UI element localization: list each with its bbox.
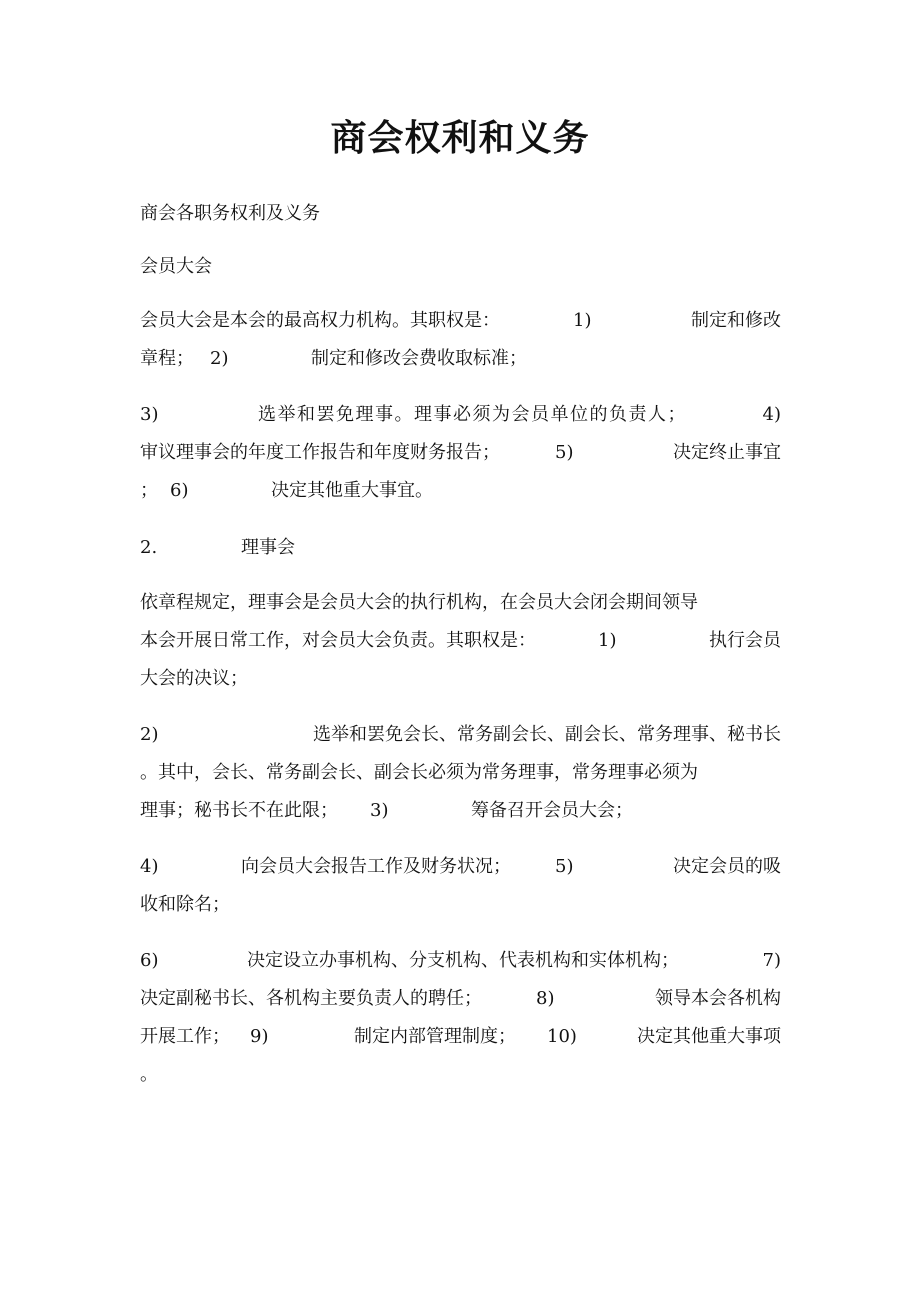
text-segment: 5)	[555, 856, 574, 877]
section-heading-text: 会员大会	[140, 256, 212, 277]
text-segment: 决定其他重大事项	[637, 1026, 781, 1047]
text-segment: 4)	[140, 856, 159, 877]
text-segment: 6)	[170, 480, 189, 501]
text-line	[140, 529, 781, 567]
text-line: 大会的决议；	[140, 668, 248, 689]
paragraph-council-powers	[140, 716, 781, 830]
text-segment: 5)	[555, 442, 574, 463]
text-segment: 3)	[370, 800, 389, 821]
subtitle-text: 商会各职务权利及义务	[140, 203, 320, 224]
text-segment: 6)	[140, 950, 159, 971]
text-segment: 理事；秘书长不在此限；	[140, 800, 338, 821]
text-segment: 9)	[250, 1026, 269, 1047]
text-segment: 选举和罢免会长、常务副会长、副会长、常务理事、秘书长	[313, 724, 781, 745]
text-segment: 筹备召开会员大会；	[471, 800, 633, 821]
text-line	[140, 980, 781, 1018]
paragraph-council-powers-final	[140, 942, 781, 1094]
text-line	[140, 472, 781, 510]
text-line	[140, 1018, 781, 1056]
text-line	[140, 792, 781, 830]
text-segment: 8)	[536, 988, 555, 1009]
text-segment: 制定和修改会费收取标准；	[311, 348, 527, 369]
text-segment: 领导本会各机构	[655, 988, 781, 1009]
text-line	[140, 434, 781, 472]
text-segment: 制定内部管理制度；	[354, 1026, 516, 1047]
text-line	[140, 942, 781, 980]
text-line: 收和除名；	[140, 894, 230, 915]
text-segment: 决定副秘书长、各机构主要负责人的聘任；	[140, 988, 482, 1009]
text-segment: 向会员大会报告工作及财务状况；	[241, 856, 511, 877]
text-segment: 执行会员	[709, 630, 781, 651]
text-segment: 3)	[140, 404, 159, 425]
text-segment: 2)	[140, 724, 159, 745]
text-segment: 4)	[762, 404, 781, 425]
text-segment: 1)	[573, 310, 592, 331]
text-segment: 决定终止事宜	[673, 442, 781, 463]
text-line	[140, 302, 781, 340]
section-heading-general-assembly	[140, 248, 781, 286]
paragraph-council-powers-cont	[140, 848, 781, 924]
text-segment: 决定设立办事机构、分支机构、代表机构和实体机构；	[247, 950, 679, 971]
text-segment: 制定和修改	[691, 310, 781, 331]
text-segment: 审议理事会的年度工作报告和年度财务报告；	[140, 442, 500, 463]
section-heading-text: 理事会	[241, 537, 295, 558]
text-segment: 1)	[598, 630, 617, 651]
text-line: 。	[140, 1064, 158, 1085]
section-number: 2.	[140, 537, 158, 558]
text-line: 依章程规定，理事会是会员大会的执行机构，在会员大会闭会期间领导	[140, 592, 698, 613]
text-line	[140, 716, 781, 754]
text-segment: 本会开展日常工作，对会员大会负责。其职权是：	[140, 630, 536, 651]
text-segment: 章程；	[140, 348, 194, 369]
text-segment: 开展工作；	[140, 1026, 230, 1047]
text-line: 。其中，会长、常务副会长、副会长必须为常务理事，常务理事必须为	[140, 762, 698, 783]
text-segment: 会员大会是本会的最高权力机构。其职权是：	[140, 310, 500, 331]
paragraph-council-definition	[140, 584, 781, 698]
text-segment: 决定其他重大事宜。	[271, 480, 433, 501]
text-line	[140, 848, 781, 886]
text-segment: 决定会员的吸	[673, 856, 781, 877]
text-line	[140, 622, 781, 660]
text-segment: 10)	[547, 1026, 577, 1047]
text-segment: 2)	[210, 348, 229, 369]
text-line	[140, 340, 781, 378]
document-title: 商会权利和义务	[330, 117, 590, 159]
text-segment: 选举和罢免理事。理事必须为会员单位的负责人；	[258, 404, 687, 425]
section-heading-council	[140, 529, 781, 567]
paragraph-assembly-powers	[140, 302, 781, 378]
paragraph-assembly-powers-cont	[140, 396, 781, 510]
subtitle	[140, 195, 781, 233]
text-segment: 7)	[762, 950, 781, 971]
text-segment: ；	[140, 480, 158, 501]
text-line	[140, 396, 781, 434]
